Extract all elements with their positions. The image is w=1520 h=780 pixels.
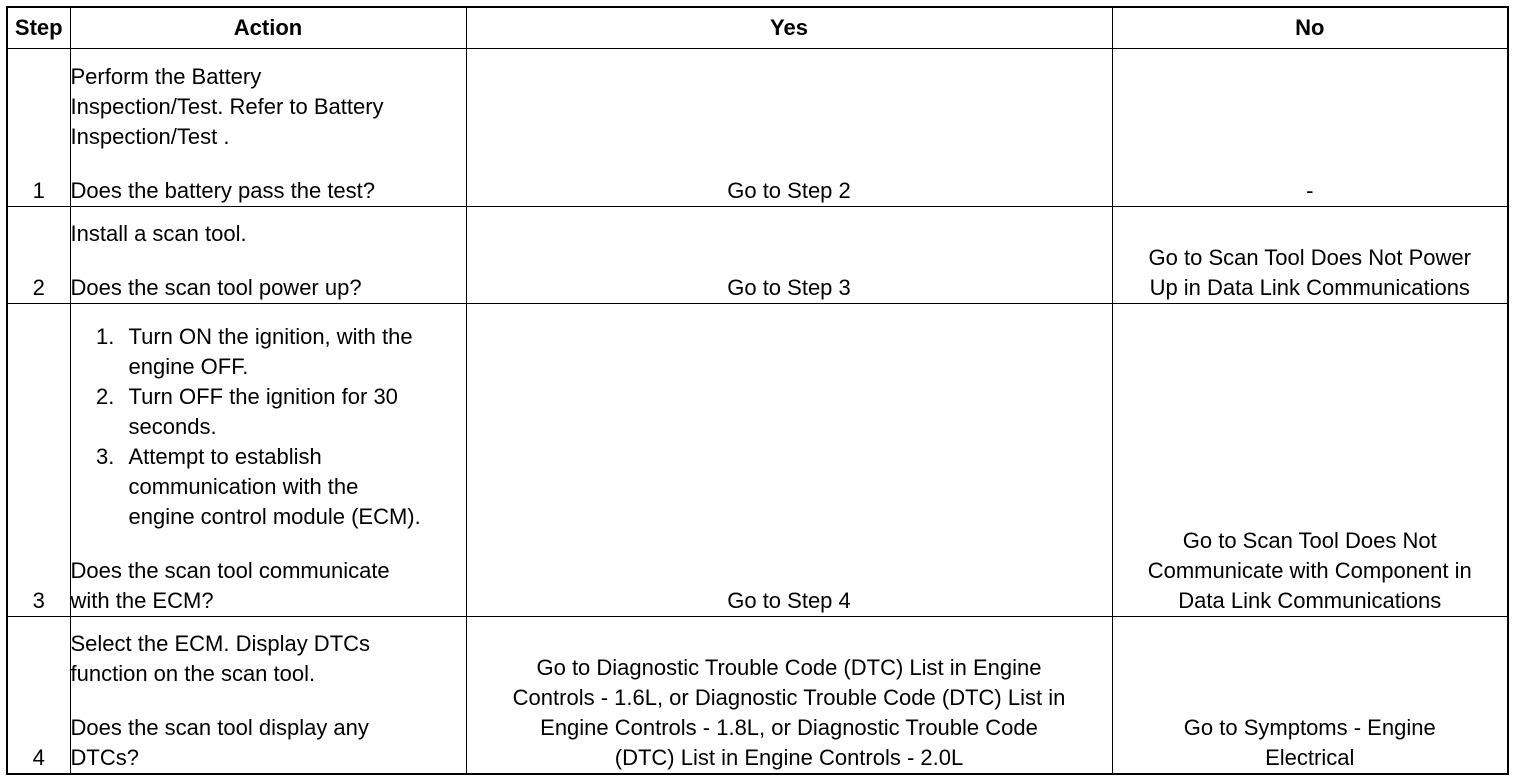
step-number: 2: [7, 207, 70, 304]
header-action: Action: [70, 7, 466, 49]
no-line: Communicate with Component in: [1147, 558, 1472, 583]
yes-line: Go to Step 4: [727, 588, 851, 613]
substep-item: [121, 382, 466, 442]
no-line: Electrical: [1265, 744, 1355, 770]
action-line: function on the scan tool.: [70, 660, 316, 686]
action-cell: [70, 49, 466, 207]
action-line: Inspection/Test. Refer to Battery: [70, 94, 384, 119]
action-line: Inspection/Test .: [70, 124, 230, 149]
no-line: -: [1306, 178, 1314, 203]
substep-line: communication with the: [128, 474, 359, 499]
action-line: Select the ECM. Display DTCs: [70, 630, 371, 656]
question-text: Does the scan tool power up?: [70, 275, 362, 300]
yes-cell: [466, 304, 1112, 617]
diagnostic-table: [6, 6, 1509, 775]
no-cell: [1112, 617, 1508, 774]
yes-cell: [466, 617, 1112, 774]
question-text: with the ECM?: [70, 588, 214, 613]
substep-line: 1. Turn ON the ignition, with the: [128, 324, 413, 349]
no-cell: [1112, 207, 1508, 304]
action-cell: [70, 207, 466, 304]
action-cell: [70, 304, 466, 617]
table-row: [7, 304, 1508, 617]
substep-item: [121, 322, 466, 382]
substep-line: 2. Turn OFF the ignition for 30: [128, 384, 398, 409]
question-text: DTCs?: [70, 744, 139, 770]
yes-cell: [466, 49, 1112, 207]
substep-item: [121, 442, 466, 532]
question-text: Does the scan tool display any: [70, 714, 369, 740]
header-row: [7, 7, 1508, 49]
yes-line: Controls - 1.6L, or Diagnostic Trouble Code (DTC) List in: [512, 684, 1066, 710]
table-row: [7, 207, 1508, 304]
step-number: 1: [7, 49, 70, 207]
table-row: [7, 617, 1508, 774]
yes-line: Engine Controls - 1.8L, or Diagnostic Trouble Code: [540, 714, 1038, 740]
action-cell: [70, 617, 466, 774]
step-number: 3: [7, 304, 70, 617]
yes-cell: [466, 207, 1112, 304]
header-yes: Yes: [466, 7, 1112, 49]
substep-line: engine control module (ECM).: [128, 504, 421, 529]
no-line: Up in Data Link Communications: [1149, 275, 1470, 300]
substep-line: engine OFF.: [128, 354, 249, 379]
substep-line: seconds.: [128, 414, 217, 439]
header-step: Step: [7, 7, 70, 49]
table-row: [7, 49, 1508, 207]
question-text: Does the scan tool communicate: [70, 558, 390, 583]
substep-line: 3. Attempt to establish: [128, 444, 322, 469]
action-line: Perform the Battery: [70, 64, 262, 89]
no-line: Go to Symptoms - Engine: [1183, 714, 1436, 740]
substep-list: [71, 322, 466, 532]
no-line: Go to Scan Tool Does Not: [1182, 528, 1437, 553]
no-line: Data Link Communications: [1178, 588, 1442, 613]
question-text: Does the battery pass the test?: [70, 178, 376, 203]
yes-line: Go to Diagnostic Trouble Code (DTC) List in Engine: [536, 654, 1042, 680]
action-line: Install a scan tool.: [70, 221, 247, 246]
header-no: No: [1112, 7, 1508, 49]
no-cell: [1112, 304, 1508, 617]
yes-line: Go to Step 3: [727, 275, 851, 300]
yes-line: Go to Step 2: [727, 178, 851, 203]
no-line: Go to Scan Tool Does Not Power: [1148, 245, 1471, 270]
yes-line: (DTC) List in Engine Controls - 2.0L: [614, 744, 964, 770]
step-number: 4: [7, 617, 70, 774]
no-cell: [1112, 49, 1508, 207]
